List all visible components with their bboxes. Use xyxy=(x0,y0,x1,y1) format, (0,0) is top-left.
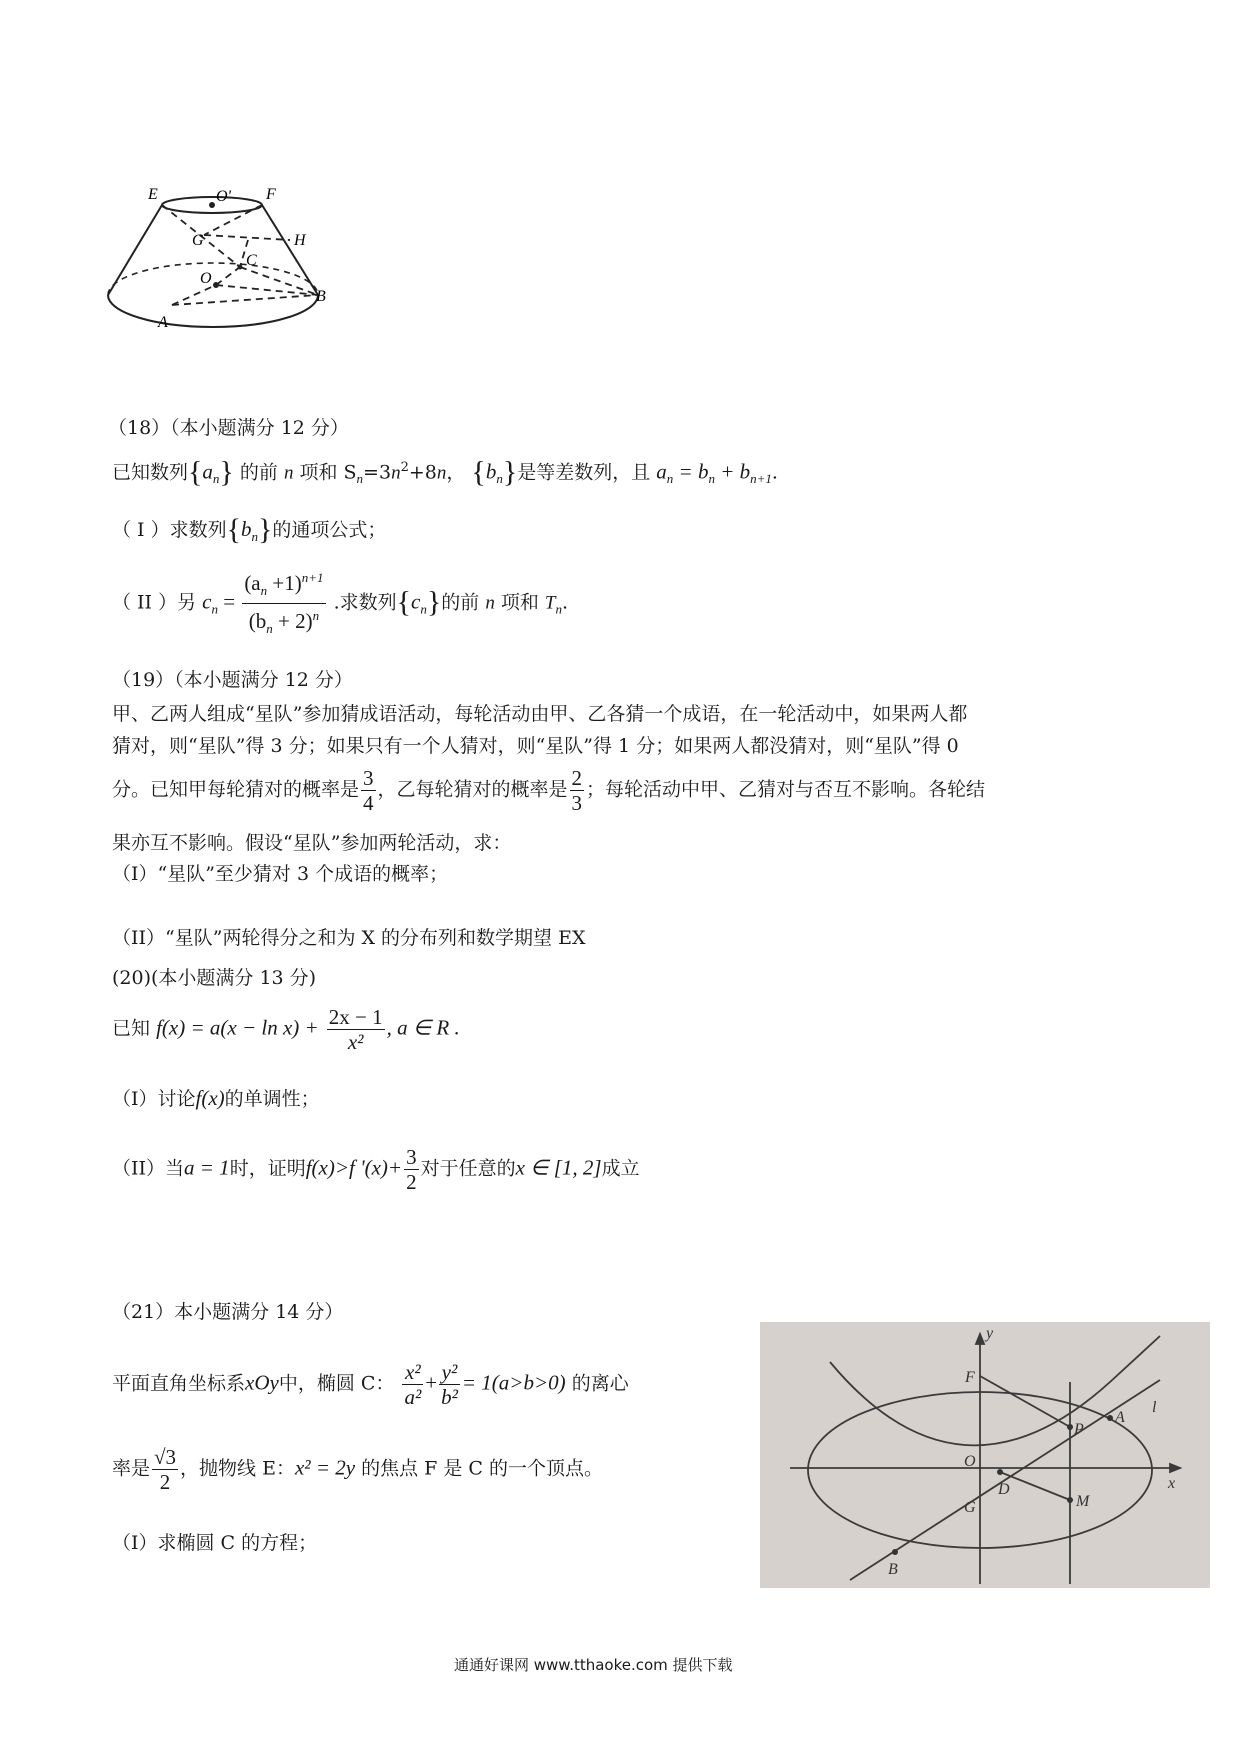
fig21-label-A: A xyxy=(1115,1409,1125,1426)
q18-n: n xyxy=(283,462,294,484)
relation-a: a xyxy=(656,459,667,484)
q20-part2: （II）当a = 1时，证明f(x)>f '(x)+ $\frac{3}{2}$ 对于任意的x ∈ [1, 2]成立 xyxy=(112,1145,640,1194)
seq-a: a xyxy=(202,459,213,484)
q18-part2-c: 的前 xyxy=(441,591,480,614)
q18-stem-e: 2 xyxy=(400,460,409,475)
prob-jia: $\frac{3}{4}$ xyxy=(363,766,374,815)
f-def: f(x) = a(x − ln x) + xyxy=(156,1015,319,1040)
q18-fraction: $\frac{(a_n +1)^{n+1}}{(b_n + 2)^n}$ xyxy=(242,566,325,641)
q18-stem-a: 已知数列 xyxy=(112,461,189,484)
q18-part1: （ I ）求数列$\{b_n\}$的通项公式； xyxy=(112,513,387,546)
prob-yi: $\frac{2}{3}$ xyxy=(571,766,583,815)
q19-line1: 甲、乙两人组成“星队”参加猜成语活动，每轮活动由甲、乙各猜一个成语，在一轮活动中，如果两人都 xyxy=(112,703,968,725)
q18-stem-c: 项和 S xyxy=(299,461,357,484)
q18-stem-h: 是等差数列，且 xyxy=(517,461,651,484)
q19-line4: 果亦互不影响。假设“星队”参加两轮活动，求： xyxy=(112,832,512,854)
relation-plus: + b xyxy=(714,459,751,484)
fig21-label-x: x xyxy=(1168,1475,1176,1492)
q18-stem: 已知数列$\{a_n\}$ 的前 n 项和 $S_n=3n^2+8n$， $\{b_n\}$是等差数列，且 $a_n = b_n + b_{n+1}$. xyxy=(112,455,778,489)
fig-label-O: O xyxy=(200,270,212,287)
q20-half: $\frac{3}{2}$ xyxy=(406,1145,417,1194)
q18-stem-d: =3 xyxy=(363,461,392,484)
q20-stem: 已知 f(x) = a(x − ln x) + $\frac{2x - 1}{\text{x²}}$ , a ∈ R . xyxy=(112,1005,460,1054)
ellipse-x-frac: $\frac{\text{x²}}{\text{a²}}$ xyxy=(404,1360,422,1409)
q20-fraction: $\frac{2x - 1}{\text{x²}}$ xyxy=(328,1005,383,1054)
fig21-label-F: F xyxy=(965,1369,975,1386)
q21-header: （21）本小题满分 14 分） xyxy=(112,1301,344,1323)
q18-cn: c xyxy=(202,589,212,614)
q18-part2-b: .求数列 xyxy=(333,591,397,614)
q19-part2: （II）“星队”两轮得分之和为 X 的分布列和数学期望 EX xyxy=(112,927,586,949)
q19-header: （19）（本小题满分 12 分） xyxy=(112,669,353,691)
fig21-label-P: P xyxy=(1074,1421,1084,1438)
fig-label-B: B xyxy=(316,288,326,305)
q21-part1: （I）求椭圆 C 的方程； xyxy=(112,1532,318,1554)
fig21-label-O: O xyxy=(964,1453,976,1470)
q18-part2-d: 项和 xyxy=(500,591,539,614)
q21-line1: 平面直角坐标系xOy中，椭圆 C： $\frac{\text{x²}}{\text{a²}}$ + $\frac{\text{y²}}{\text{b²}}$ = 1(a>b>0) 的离心 xyxy=(112,1360,629,1409)
q19-part1: （I）“星队”至少猜对 3 个成语的概率； xyxy=(112,863,449,885)
fig-label-O-prime: O' xyxy=(216,188,231,205)
fig21-label-l: l xyxy=(1152,1399,1157,1416)
relation-eq: = b xyxy=(673,459,709,484)
q18-T: T xyxy=(544,592,556,614)
q19-line2: 猜对，则“星队”得 3 分；如果只有一个人猜对，则“星队”得 1 分；如果两人都没猜对，则“星队”得 0 xyxy=(112,735,959,757)
fig21-label-G: G xyxy=(964,1499,976,1516)
fig21-label-D: D xyxy=(998,1481,1010,1498)
q18-stem-b: 的前 xyxy=(239,461,278,484)
fig-label-F: F xyxy=(266,186,276,203)
eccentricity: $\frac{√3}{2}$ xyxy=(154,1445,177,1494)
relation-sub: n xyxy=(666,471,674,487)
q20-header: (20)(本小题满分 13 分) xyxy=(112,967,317,989)
q18-stem-g: ， xyxy=(446,461,466,484)
q18-part2-a: （ II ）另 xyxy=(112,591,197,614)
q18-part2: （ II ）另 $c_n$ = $\frac{(a_n +1)^{n+1}}{(b_n + 2)^n}$ .求数列$\{c_n\}$的前 n 项和 $T_n$. xyxy=(112,566,568,641)
q18-header: （18）（本小题满分 12 分） xyxy=(108,417,349,439)
fig21-label-y: y xyxy=(986,1325,994,1342)
ellipse-y-frac: $\frac{\text{y²}}{\text{b²}}$ xyxy=(441,1360,458,1409)
fig-label-E: E xyxy=(148,186,158,203)
q18-stem-f: +8 xyxy=(408,461,437,484)
fig21-label-B: B xyxy=(888,1561,898,1578)
q19-line3: 分。已知甲每轮猜对的概率是 $\frac{3}{4}$ ，乙每轮猜对的概率是 $\frac{2}{3}$ ；每轮活动中甲、乙猜对与否互不影响。各轮结 xyxy=(112,766,986,815)
q18-part1-b: 的通项公式； xyxy=(272,519,387,541)
footer-credit: 通通好课网 www.tthaoke.com 提供下载 xyxy=(454,1656,733,1674)
frustum-figure xyxy=(100,185,360,345)
q21-line2: 率是 $\frac{√3}{2}$ ，抛物线 E：x² = 2y 的焦点 F 是 C 的一个顶点。 xyxy=(112,1445,604,1494)
fig-label-G: G xyxy=(192,232,204,249)
fig-label-C: C xyxy=(246,252,257,269)
fig-label-A: A xyxy=(158,314,168,331)
q20-part1: （I）讨论f(x)的单调性； xyxy=(112,1086,320,1110)
fig21-label-M: M xyxy=(1076,1493,1090,1510)
ellipse-parabola-figure xyxy=(760,1322,1210,1588)
q18-part1-a: （ I ）求数列 xyxy=(112,519,227,541)
relation-sub2: n+1 xyxy=(750,471,772,487)
fig-label-H: H xyxy=(294,232,306,249)
seq-b: b xyxy=(485,459,497,484)
